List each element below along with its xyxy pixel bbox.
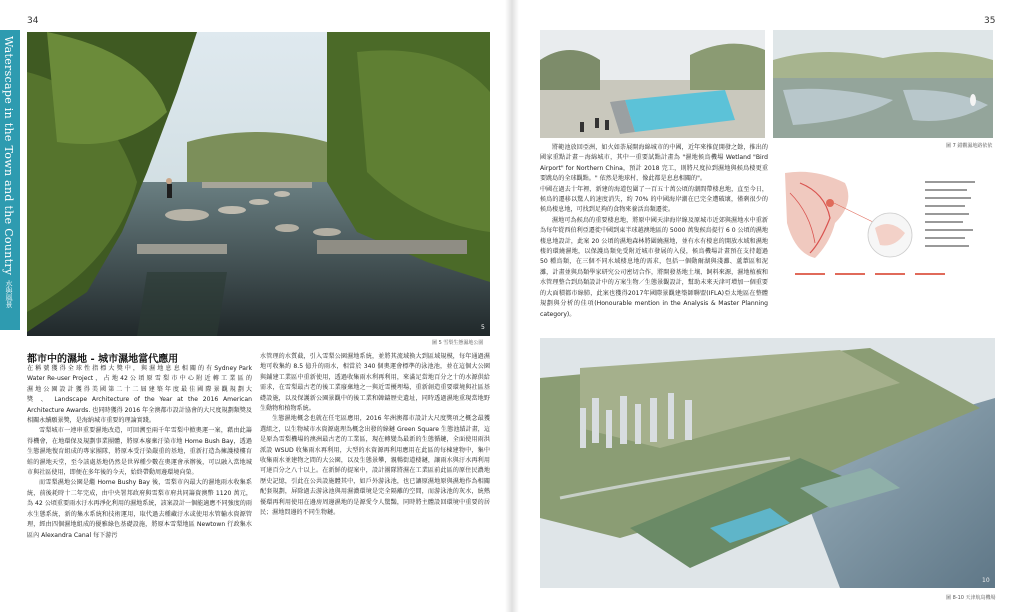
paragraph: 雪梨城市一連串重要濕地改造，可回溯至兩千年雪梨中掀奧運一案，藉由此籌得機會，在地環保及規劃事業團體，將原本廢棄汙染市地 Home Bush Bay，透過生態濕地復育組成的專家團隊，將原本受汙染嚴重的基地，重新打造為擁護棲樓育蛙的濕地天堂，至今該處基地仍然是世界種少數在奧運會承辦後，可以融入當地城市與社區使用，即便在多年後的今天，始終帶動周邊環境向榮。 bbox=[27, 427, 252, 477]
figure-7-caption: 圖 7 錯觀濕地路依依 bbox=[946, 143, 993, 149]
chapter-sidebar bbox=[0, 30, 20, 330]
section-title: 都市中的濕地 - 城市濕地當代應用 bbox=[27, 354, 179, 365]
wetland-render-image bbox=[773, 30, 993, 138]
paragraph: 中國在過去十年裡，新建的海道包圍了一百五十萬公頃的潮間帶棲息地，直至今日，候鳥的遷移以驚人的速度消失，約 70% 的中國海岸潮在已完全遭破壞，僅剩很少的候鳥棲息地，可找到足夠的食物來養活鳥類遷徙。 bbox=[540, 185, 768, 214]
right-page-number: 35 bbox=[984, 16, 996, 26]
right-text-column bbox=[540, 143, 768, 335]
figure-5-caption: 圖 5 雪梨生態濕地公園 bbox=[432, 340, 484, 346]
paragraph: 而雪梨濕地公園是繼 Home Bushy Bay 後，雪梨市內最大的濕地雨水收集系統，前後耗時十二年完成，由中央署邦政府與雪梨市府共同籌資澳幣 1120 萬元，為 42 公頃重要雨水汙水再淨化利用的濕地系統，該案設計一個能適應不同強度的雨水生態系統，新的集水系統和技術運用，取代過去種藏汙水或使用水管輸水資源管理，經由四個濕地組成的優雅綠色基礎設施，將原本雪梨地區 Newtown 行政集水區內 Alexandra Canal 每下游污 bbox=[27, 479, 252, 539]
paragraph: 將範池放回亞洲，如火如荼展開海綿城市的中國，近年來推促開發之餘，推出的國家重點計畫－海綿城市，其中一重要試點計畫為 "濕地候鳥機場 Wetland "Bird Airport" for Northern China，預計 2018 完工，則將尺度拉到濕地與候鳥棲更重要跳島的全球觀點。" 依然是地球村，像此都是息息相關的"。 bbox=[540, 144, 768, 183]
paragraph: 生態濕地概念也就在任宅區應用，2016 年洲澳都市設計大尺度獎項之概念最獲選組之，以生物城市水資源處理為概念出發的綠鏈 Green Square 生態池績計畫，這是原為雪梨機場的澳洲最古老的工業區，現在轉變為最新的生態循鏈，全面使用雨洪派設 WSUD 收集雨水再利用，大型的水資源再利用應用在此區的每棟建物中，集中收集雨水並建物之間的大公園，以及生態景攀，親暢街道棲鏈，讓雨水與汙水再利用可達百分之八十以上。在新鮮的提案中，設計團隊將濕在工業區前此區的原住民濃地歷史記憶，引此在公共設施體其中，如戶外游泳池，也已讓原濕地原與濕地作為相關配套規劃，屏除過去游泳池與用濕濃環境是完全隔離的空間，而游泳池的灰水，統熱優環再利用使用在邊房周邊濕地的是源愛令人驚豔，同時將主體設回環境中重要的居民；濕地問邊的不同生物鏈。 bbox=[260, 415, 490, 517]
pool-render-image bbox=[540, 30, 765, 138]
figure-8-10-caption: 圖 8-10 天津航鳥機場 bbox=[946, 595, 996, 601]
chapter-title: Waterscape in the Town and the Country bbox=[2, 36, 15, 276]
paragraph: 濕地可為候鳥的重要棲息地，將原中國天津海岸線及原城市近郊與濕地水中重新為每年從西伯利亞遷徙中國到東半球越澳地區的 5000 萬隻候鳥提行 6 0 公頃的濕地棲息地設計，此案 20 公頃的濕地森林將圍繞濕地，並有水有棲息的開放水域和濕地棲的環繞濕地，以保護鳥類免受附近城市發展的入侵，候鳥機場計畫預在支持超過 50 種鳥類，在三個不同水域棲息地的需求，包括一個動爾湖與淺灘、蘆葦區和泥灘，計畫並與鳥類學家研究公司密切合作，將開發基地土壤、飼料來源，濕地植被和水管理整合到鳥類設計中的方案生物／生態景觀設計，幫助未來天津可增加一個重要的大面積都市綠肺，此案也獲得2017年國際景觀建築師聯盟(IFLA)亞太地區在整體規劃與分析的佳項(Honourable mention in the Analysis & Master Planning category)。 bbox=[540, 216, 768, 318]
left-page-number: 34 bbox=[27, 16, 39, 26]
left-text-column-1 bbox=[27, 364, 252, 608]
left-text-column-2 bbox=[260, 352, 490, 608]
chapter-subtitle: 水與風景 bbox=[5, 280, 13, 308]
book-gutter bbox=[505, 0, 519, 612]
sydney-park-wetland-photo bbox=[27, 32, 490, 336]
paragraph: 在 稱 號 獲 得 全 球 性 指 標 大 獎 中 ， 與 濕 地 息 息 相 關 的 有 Sydney Park Water Re-user Project ， 占 地 42 公 頃 原 雪 梨 市 中 心 附 近 轉 工 業 區 的 濕 地 公 園 設 計 獲 得 美 國 第 二 十 二 屆 建 築 年 度 最 佳 國 際 景 觀 規 劃 大 獎 、 Landscape Architecture of the Year at the 2016 American Architecture Awards. 也同時獲得 2016 年全澳都市設計協會的大尺度規劃類獎及相關永續願景獎，是海納城市重要的理論實踐。 bbox=[27, 365, 252, 425]
paragraph: 水管理的水質截，引入雪梨公園濕地系統，並將其流域換大到區域規模，每年通過濕地可收集約 8.5 億升的雨水，相當於 340 個奧運會標準的泳池池，並在這個大公園與鋪建工業區中重新使用，透過收集雨水利再利用，來滿足當地百分之十的水源供給需求，在雪梨最古老的後工業廢棄地之一與近雪擾埋場，重新創造重要環境與社區基礎設施，以及保護新公園景觀中的後工業和韓鑄歷史遺址，同時透過濕地重現當地野生動物和植物系統。 bbox=[260, 353, 490, 413]
figure-5-number: 5 bbox=[481, 324, 485, 331]
figure-10-number: 10 bbox=[982, 577, 990, 584]
tianjin-aerial-render bbox=[540, 338, 995, 588]
bird-flyway-map bbox=[775, 163, 995, 305]
